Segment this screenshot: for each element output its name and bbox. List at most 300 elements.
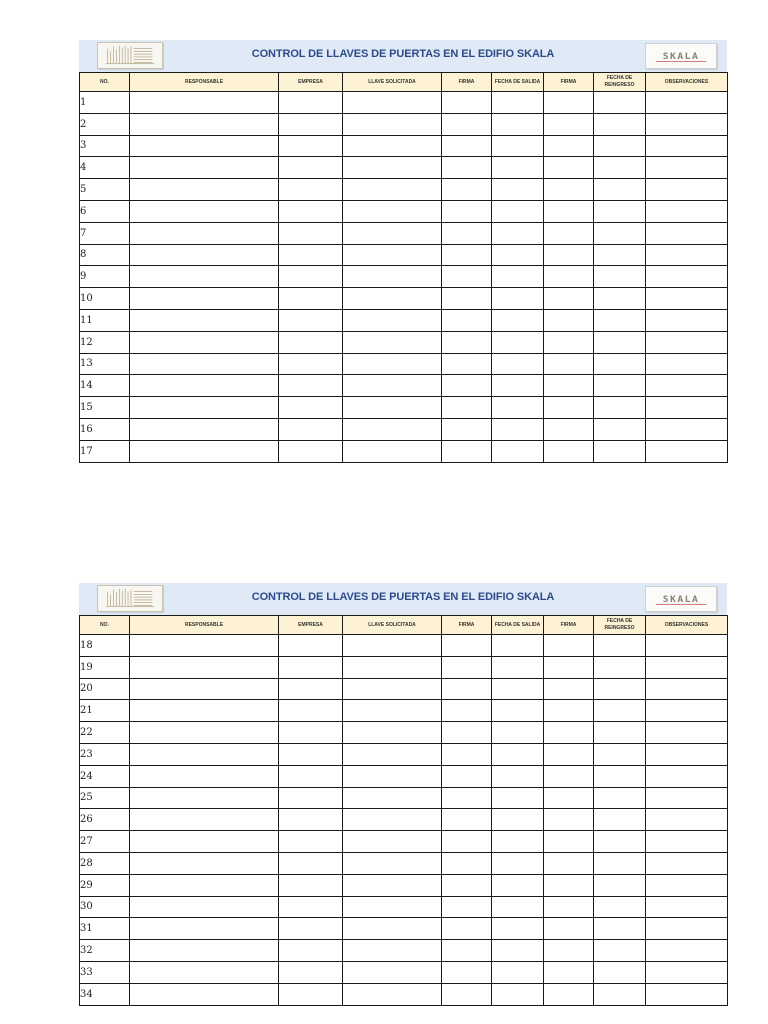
return-date-cell[interactable] bbox=[594, 940, 646, 962]
requested-key-cell[interactable] bbox=[343, 135, 442, 157]
observations-cell[interactable] bbox=[646, 852, 728, 874]
exit-date-cell[interactable] bbox=[492, 678, 544, 700]
observations-cell[interactable] bbox=[646, 266, 728, 288]
company-cell[interactable] bbox=[279, 179, 343, 201]
return-date-cell[interactable] bbox=[594, 918, 646, 940]
exit-date-cell[interactable] bbox=[492, 896, 544, 918]
signature-out-cell[interactable] bbox=[442, 874, 492, 896]
exit-date-cell[interactable] bbox=[492, 700, 544, 722]
responsible-cell[interactable] bbox=[130, 200, 279, 222]
signature-out-cell[interactable] bbox=[442, 440, 492, 462]
observations-cell[interactable] bbox=[646, 397, 728, 419]
requested-key-cell[interactable] bbox=[343, 288, 442, 310]
requested-key-cell[interactable] bbox=[343, 266, 442, 288]
company-cell[interactable] bbox=[279, 940, 343, 962]
responsible-cell[interactable] bbox=[130, 157, 279, 179]
signature-in-cell[interactable] bbox=[544, 983, 594, 1005]
signature-in-cell[interactable] bbox=[544, 831, 594, 853]
responsible-cell[interactable] bbox=[130, 765, 279, 787]
observations-cell[interactable] bbox=[646, 418, 728, 440]
signature-out-cell[interactable] bbox=[442, 375, 492, 397]
signature-out-cell[interactable] bbox=[442, 852, 492, 874]
exit-date-cell[interactable] bbox=[492, 940, 544, 962]
company-cell[interactable] bbox=[279, 244, 343, 266]
company-cell[interactable] bbox=[279, 200, 343, 222]
responsible-cell[interactable] bbox=[130, 113, 279, 135]
return-date-cell[interactable] bbox=[594, 309, 646, 331]
signature-in-cell[interactable] bbox=[544, 113, 594, 135]
requested-key-cell[interactable] bbox=[343, 940, 442, 962]
company-cell[interactable] bbox=[279, 92, 343, 114]
requested-key-cell[interactable] bbox=[343, 179, 442, 201]
signature-in-cell[interactable] bbox=[544, 743, 594, 765]
signature-out-cell[interactable] bbox=[442, 940, 492, 962]
responsible-cell[interactable] bbox=[130, 874, 279, 896]
signature-in-cell[interactable] bbox=[544, 787, 594, 809]
requested-key-cell[interactable] bbox=[343, 418, 442, 440]
signature-out-cell[interactable] bbox=[442, 831, 492, 853]
signature-out-cell[interactable] bbox=[442, 331, 492, 353]
signature-in-cell[interactable] bbox=[544, 135, 594, 157]
signature-out-cell[interactable] bbox=[442, 787, 492, 809]
responsible-cell[interactable] bbox=[130, 418, 279, 440]
signature-in-cell[interactable] bbox=[544, 353, 594, 375]
observations-cell[interactable] bbox=[646, 765, 728, 787]
signature-out-cell[interactable] bbox=[442, 244, 492, 266]
responsible-cell[interactable] bbox=[130, 179, 279, 201]
responsible-cell[interactable] bbox=[130, 266, 279, 288]
company-cell[interactable] bbox=[279, 635, 343, 657]
signature-out-cell[interactable] bbox=[442, 896, 492, 918]
return-date-cell[interactable] bbox=[594, 656, 646, 678]
company-cell[interactable] bbox=[279, 266, 343, 288]
signature-out-cell[interactable] bbox=[442, 397, 492, 419]
col-header-number: NO. bbox=[80, 616, 130, 635]
signature-in-cell[interactable] bbox=[544, 656, 594, 678]
responsible-cell[interactable] bbox=[130, 722, 279, 744]
row-number: 10 bbox=[80, 288, 130, 310]
requested-key-cell[interactable] bbox=[343, 353, 442, 375]
col-header-responsible: RESPONSABLE bbox=[130, 616, 279, 635]
observations-cell[interactable] bbox=[646, 309, 728, 331]
responsible-cell[interactable] bbox=[130, 288, 279, 310]
exit-date-cell[interactable] bbox=[492, 200, 544, 222]
signature-out-cell[interactable] bbox=[442, 918, 492, 940]
signature-in-cell[interactable] bbox=[544, 397, 594, 419]
row-number: 32 bbox=[80, 940, 130, 962]
responsible-cell[interactable] bbox=[130, 852, 279, 874]
company-cell[interactable] bbox=[279, 765, 343, 787]
exit-date-cell[interactable] bbox=[492, 288, 544, 310]
return-date-cell[interactable] bbox=[594, 852, 646, 874]
signature-in-cell[interactable] bbox=[544, 896, 594, 918]
observations-cell[interactable] bbox=[646, 896, 728, 918]
row-number: 25 bbox=[80, 787, 130, 809]
requested-key-cell[interactable] bbox=[343, 678, 442, 700]
signature-in-cell[interactable] bbox=[544, 244, 594, 266]
signature-in-cell[interactable] bbox=[544, 200, 594, 222]
col-header-exit-date: FECHA DE SALIDA bbox=[492, 616, 544, 635]
exit-date-cell[interactable] bbox=[492, 222, 544, 244]
exit-date-cell[interactable] bbox=[492, 635, 544, 657]
exit-date-cell[interactable] bbox=[492, 983, 544, 1005]
signature-in-cell[interactable] bbox=[544, 92, 594, 114]
return-date-cell[interactable] bbox=[594, 288, 646, 310]
return-date-cell[interactable] bbox=[594, 244, 646, 266]
signature-in-cell[interactable] bbox=[544, 418, 594, 440]
responsible-cell[interactable] bbox=[130, 983, 279, 1005]
observations-cell[interactable] bbox=[646, 678, 728, 700]
signature-out-cell[interactable] bbox=[442, 656, 492, 678]
company-cell[interactable] bbox=[279, 831, 343, 853]
observations-cell[interactable] bbox=[646, 331, 728, 353]
return-date-cell[interactable] bbox=[594, 113, 646, 135]
responsible-cell[interactable] bbox=[130, 331, 279, 353]
requested-key-cell[interactable] bbox=[343, 852, 442, 874]
observations-cell[interactable] bbox=[646, 440, 728, 462]
company-cell[interactable] bbox=[279, 397, 343, 419]
company-cell[interactable] bbox=[279, 440, 343, 462]
signature-out-cell[interactable] bbox=[442, 418, 492, 440]
responsible-cell[interactable] bbox=[130, 787, 279, 809]
row-number: 28 bbox=[80, 852, 130, 874]
exit-date-cell[interactable] bbox=[492, 918, 544, 940]
company-cell[interactable] bbox=[279, 983, 343, 1005]
observations-cell[interactable] bbox=[646, 940, 728, 962]
exit-date-cell[interactable] bbox=[492, 961, 544, 983]
exit-date-cell[interactable] bbox=[492, 809, 544, 831]
return-date-cell[interactable] bbox=[594, 700, 646, 722]
exit-date-cell[interactable] bbox=[492, 179, 544, 201]
company-cell[interactable] bbox=[279, 288, 343, 310]
observations-cell[interactable] bbox=[646, 700, 728, 722]
signature-out-cell[interactable] bbox=[442, 961, 492, 983]
exit-date-cell[interactable] bbox=[492, 397, 544, 419]
skala-logo-icon bbox=[645, 43, 717, 69]
observations-cell[interactable] bbox=[646, 743, 728, 765]
row-number: 20 bbox=[80, 678, 130, 700]
return-date-cell[interactable] bbox=[594, 743, 646, 765]
responsible-cell[interactable] bbox=[130, 397, 279, 419]
requested-key-cell[interactable] bbox=[343, 635, 442, 657]
requested-key-cell[interactable] bbox=[343, 896, 442, 918]
return-date-cell[interactable] bbox=[594, 831, 646, 853]
signature-in-cell[interactable] bbox=[544, 440, 594, 462]
signature-out-cell[interactable] bbox=[442, 157, 492, 179]
exit-date-cell[interactable] bbox=[492, 309, 544, 331]
requested-key-cell[interactable] bbox=[343, 874, 442, 896]
return-date-cell[interactable] bbox=[594, 135, 646, 157]
table-row bbox=[80, 331, 728, 353]
signature-in-cell[interactable] bbox=[544, 635, 594, 657]
exit-date-cell[interactable] bbox=[492, 266, 544, 288]
company-cell[interactable] bbox=[279, 852, 343, 874]
exit-date-cell[interactable] bbox=[492, 656, 544, 678]
return-date-cell[interactable] bbox=[594, 200, 646, 222]
signature-in-cell[interactable] bbox=[544, 157, 594, 179]
company-cell[interactable] bbox=[279, 874, 343, 896]
row-number: 14 bbox=[80, 375, 130, 397]
exit-date-cell[interactable] bbox=[492, 244, 544, 266]
company-cell[interactable] bbox=[279, 135, 343, 157]
signature-out-cell[interactable] bbox=[442, 353, 492, 375]
requested-key-cell[interactable] bbox=[343, 375, 442, 397]
requested-key-cell[interactable] bbox=[343, 656, 442, 678]
requested-key-cell[interactable] bbox=[343, 918, 442, 940]
responsible-cell[interactable] bbox=[130, 440, 279, 462]
responsible-cell[interactable] bbox=[130, 375, 279, 397]
observations-cell[interactable] bbox=[646, 983, 728, 1005]
exit-date-cell[interactable] bbox=[492, 418, 544, 440]
requested-key-cell[interactable] bbox=[343, 222, 442, 244]
table-row bbox=[80, 244, 728, 266]
responsible-cell[interactable] bbox=[130, 961, 279, 983]
observations-cell[interactable] bbox=[646, 157, 728, 179]
signature-in-cell[interactable] bbox=[544, 809, 594, 831]
observations-cell[interactable] bbox=[646, 961, 728, 983]
exit-date-cell[interactable] bbox=[492, 743, 544, 765]
return-date-cell[interactable] bbox=[594, 765, 646, 787]
observations-cell[interactable] bbox=[646, 135, 728, 157]
observations-cell[interactable] bbox=[646, 200, 728, 222]
row-number: 30 bbox=[80, 896, 130, 918]
return-date-cell[interactable] bbox=[594, 787, 646, 809]
signature-in-cell[interactable] bbox=[544, 288, 594, 310]
signature-out-cell[interactable] bbox=[442, 765, 492, 787]
signature-in-cell[interactable] bbox=[544, 700, 594, 722]
signature-out-cell[interactable] bbox=[442, 743, 492, 765]
return-date-cell[interactable] bbox=[594, 722, 646, 744]
col-header-company: EMPRESA bbox=[279, 616, 343, 635]
signature-out-cell[interactable] bbox=[442, 983, 492, 1005]
company-cell[interactable] bbox=[279, 918, 343, 940]
observations-cell[interactable] bbox=[646, 874, 728, 896]
requested-key-cell[interactable] bbox=[343, 831, 442, 853]
observations-cell[interactable] bbox=[646, 244, 728, 266]
table-row bbox=[80, 200, 728, 222]
signature-out-cell[interactable] bbox=[442, 92, 492, 114]
return-date-cell[interactable] bbox=[594, 440, 646, 462]
company-cell[interactable] bbox=[279, 896, 343, 918]
signature-in-cell[interactable] bbox=[544, 266, 594, 288]
signature-in-cell[interactable] bbox=[544, 179, 594, 201]
responsible-cell[interactable] bbox=[130, 743, 279, 765]
signature-out-cell[interactable] bbox=[442, 288, 492, 310]
return-date-cell[interactable] bbox=[594, 331, 646, 353]
signature-out-cell[interactable] bbox=[442, 266, 492, 288]
table-row bbox=[80, 135, 728, 157]
responsible-cell[interactable] bbox=[130, 353, 279, 375]
return-date-cell[interactable] bbox=[594, 157, 646, 179]
signature-in-cell[interactable] bbox=[544, 678, 594, 700]
signature-in-cell[interactable] bbox=[544, 961, 594, 983]
exit-date-cell[interactable] bbox=[492, 353, 544, 375]
return-date-cell[interactable] bbox=[594, 92, 646, 114]
exit-date-cell[interactable] bbox=[492, 440, 544, 462]
requested-key-cell[interactable] bbox=[343, 722, 442, 744]
signature-in-cell[interactable] bbox=[544, 918, 594, 940]
exit-date-cell[interactable] bbox=[492, 874, 544, 896]
company-cell[interactable] bbox=[279, 222, 343, 244]
signature-in-cell[interactable] bbox=[544, 722, 594, 744]
signature-in-cell[interactable] bbox=[544, 874, 594, 896]
return-date-cell[interactable] bbox=[594, 418, 646, 440]
exit-date-cell[interactable] bbox=[492, 135, 544, 157]
signature-out-cell[interactable] bbox=[442, 179, 492, 201]
company-cell[interactable] bbox=[279, 961, 343, 983]
company-cell[interactable] bbox=[279, 809, 343, 831]
company-cell[interactable] bbox=[279, 787, 343, 809]
responsible-cell[interactable] bbox=[130, 222, 279, 244]
return-date-cell[interactable] bbox=[594, 678, 646, 700]
exit-date-cell[interactable] bbox=[492, 852, 544, 874]
requested-key-cell[interactable] bbox=[343, 700, 442, 722]
company-cell[interactable] bbox=[279, 743, 343, 765]
observations-cell[interactable] bbox=[646, 722, 728, 744]
requested-key-cell[interactable] bbox=[343, 397, 442, 419]
requested-key-cell[interactable] bbox=[343, 743, 442, 765]
observations-cell[interactable] bbox=[646, 656, 728, 678]
requested-key-cell[interactable] bbox=[343, 113, 442, 135]
return-date-cell[interactable] bbox=[594, 266, 646, 288]
responsible-cell[interactable] bbox=[130, 809, 279, 831]
signature-out-cell[interactable] bbox=[442, 635, 492, 657]
responsible-cell[interactable] bbox=[130, 700, 279, 722]
signature-in-cell[interactable] bbox=[544, 852, 594, 874]
return-date-cell[interactable] bbox=[594, 222, 646, 244]
signature-out-cell[interactable] bbox=[442, 200, 492, 222]
return-date-cell[interactable] bbox=[594, 983, 646, 1005]
return-date-cell[interactable] bbox=[594, 635, 646, 657]
company-cell[interactable] bbox=[279, 331, 343, 353]
signature-in-cell[interactable] bbox=[544, 940, 594, 962]
requested-key-cell[interactable] bbox=[343, 157, 442, 179]
observations-cell[interactable] bbox=[646, 179, 728, 201]
signature-out-cell[interactable] bbox=[442, 722, 492, 744]
company-cell[interactable] bbox=[279, 375, 343, 397]
exit-date-cell[interactable] bbox=[492, 331, 544, 353]
signature-in-cell[interactable] bbox=[544, 375, 594, 397]
responsible-cell[interactable] bbox=[130, 244, 279, 266]
observations-cell[interactable] bbox=[646, 375, 728, 397]
requested-key-cell[interactable] bbox=[343, 961, 442, 983]
observations-cell[interactable] bbox=[646, 288, 728, 310]
requested-key-cell[interactable] bbox=[343, 765, 442, 787]
observations-cell[interactable] bbox=[646, 787, 728, 809]
return-date-cell[interactable] bbox=[594, 809, 646, 831]
responsible-cell[interactable] bbox=[130, 309, 279, 331]
requested-key-cell[interactable] bbox=[343, 309, 442, 331]
responsible-cell[interactable] bbox=[130, 940, 279, 962]
return-date-cell[interactable] bbox=[594, 961, 646, 983]
signature-in-cell[interactable] bbox=[544, 222, 594, 244]
requested-key-cell[interactable] bbox=[343, 200, 442, 222]
company-cell[interactable] bbox=[279, 157, 343, 179]
company-cell[interactable] bbox=[279, 678, 343, 700]
signature-out-cell[interactable] bbox=[442, 135, 492, 157]
company-cell[interactable] bbox=[279, 418, 343, 440]
company-cell[interactable] bbox=[279, 309, 343, 331]
observations-cell[interactable] bbox=[646, 222, 728, 244]
observations-cell[interactable] bbox=[646, 113, 728, 135]
signature-in-cell[interactable] bbox=[544, 309, 594, 331]
responsible-cell[interactable] bbox=[130, 135, 279, 157]
table-row bbox=[80, 656, 728, 678]
table-row bbox=[80, 852, 728, 874]
observations-cell[interactable] bbox=[646, 635, 728, 657]
company-cell[interactable] bbox=[279, 722, 343, 744]
return-date-cell[interactable] bbox=[594, 375, 646, 397]
exit-date-cell[interactable] bbox=[492, 92, 544, 114]
observations-cell[interactable] bbox=[646, 809, 728, 831]
responsible-cell[interactable] bbox=[130, 831, 279, 853]
company-cell[interactable] bbox=[279, 656, 343, 678]
row-number: 21 bbox=[80, 700, 130, 722]
signature-out-cell[interactable] bbox=[442, 809, 492, 831]
row-number: 6 bbox=[80, 200, 130, 222]
requested-key-cell[interactable] bbox=[343, 809, 442, 831]
requested-key-cell[interactable] bbox=[343, 440, 442, 462]
exit-date-cell[interactable] bbox=[492, 831, 544, 853]
return-date-cell[interactable] bbox=[594, 397, 646, 419]
requested-key-cell[interactable] bbox=[343, 331, 442, 353]
exit-date-cell[interactable] bbox=[492, 787, 544, 809]
requested-key-cell[interactable] bbox=[343, 983, 442, 1005]
return-date-cell[interactable] bbox=[594, 353, 646, 375]
observations-cell[interactable] bbox=[646, 831, 728, 853]
signature-out-cell[interactable] bbox=[442, 222, 492, 244]
requested-key-cell[interactable] bbox=[343, 244, 442, 266]
return-date-cell[interactable] bbox=[594, 896, 646, 918]
signature-out-cell[interactable] bbox=[442, 113, 492, 135]
key-control-sheet-1 bbox=[79, 40, 727, 463]
return-date-cell[interactable] bbox=[594, 874, 646, 896]
signature-out-cell[interactable] bbox=[442, 678, 492, 700]
company-cell[interactable] bbox=[279, 353, 343, 375]
signature-in-cell[interactable] bbox=[544, 765, 594, 787]
signature-out-cell[interactable] bbox=[442, 309, 492, 331]
company-cell[interactable] bbox=[279, 700, 343, 722]
exit-date-cell[interactable] bbox=[492, 765, 544, 787]
skala-logo-icon bbox=[645, 586, 717, 612]
exit-date-cell[interactable] bbox=[492, 375, 544, 397]
row-number: 34 bbox=[80, 983, 130, 1005]
observations-cell[interactable] bbox=[646, 92, 728, 114]
responsible-cell[interactable] bbox=[130, 896, 279, 918]
signature-in-cell[interactable] bbox=[544, 331, 594, 353]
col-header-signature-out: FIRMA bbox=[442, 73, 492, 92]
exit-date-cell[interactable] bbox=[492, 157, 544, 179]
responsible-cell[interactable] bbox=[130, 918, 279, 940]
table-body bbox=[80, 635, 728, 1006]
company-cell[interactable] bbox=[279, 113, 343, 135]
row-number: 17 bbox=[80, 440, 130, 462]
table-row bbox=[80, 918, 728, 940]
table-row bbox=[80, 288, 728, 310]
responsible-cell[interactable] bbox=[130, 656, 279, 678]
observations-cell[interactable] bbox=[646, 353, 728, 375]
responsible-cell[interactable] bbox=[130, 678, 279, 700]
requested-key-cell[interactable] bbox=[343, 92, 442, 114]
responsible-cell[interactable] bbox=[130, 635, 279, 657]
exit-date-cell[interactable] bbox=[492, 722, 544, 744]
observations-cell[interactable] bbox=[646, 918, 728, 940]
signature-out-cell[interactable] bbox=[442, 700, 492, 722]
exit-date-cell[interactable] bbox=[492, 113, 544, 135]
responsible-cell[interactable] bbox=[130, 92, 279, 114]
requested-key-cell[interactable] bbox=[343, 787, 442, 809]
return-date-cell[interactable] bbox=[594, 179, 646, 201]
